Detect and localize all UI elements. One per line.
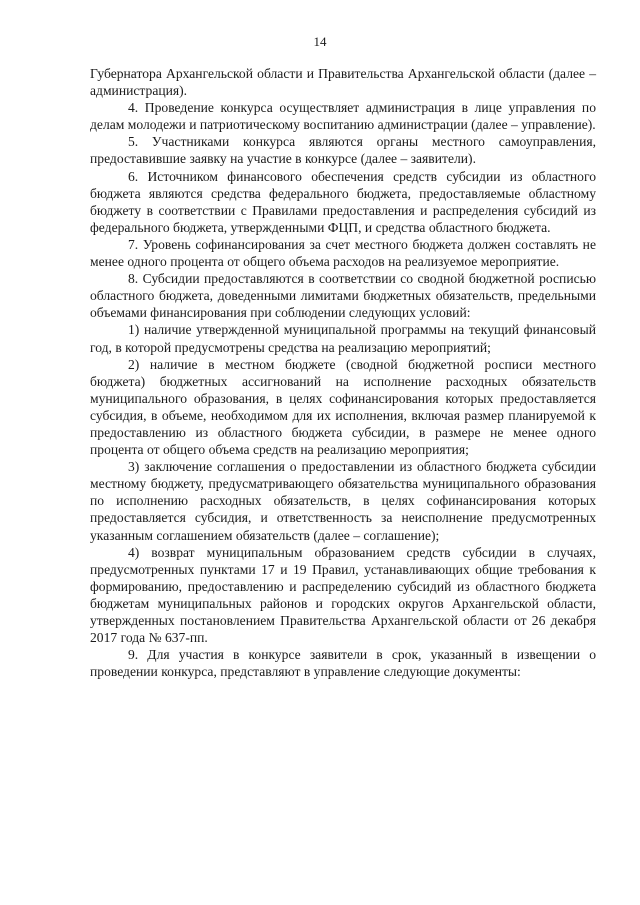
subitem-2: 2) наличие в местном бюджете (сводной бюджетной росписи местного бюджета) бюджетных ассигнований на исполнение расходных обязательств муниципального образования, в целях софинансирования которых предоставляется субсидия, в объеме, необходимом для их исполнения, включая размер планируемой к предоставлению из областного бюджета субсидии, в размере не менее одного процента от общего объема средств на реализацию мероприятия; bbox=[90, 356, 596, 458]
paragraph-item-6: 6. Источником финансового обеспечения средств субсидии из областного бюджета являются средства федерального бюджета, предоставляемые областному бюджету в соответствии с Правилами предоставления и распределения субсидий из федерального бюджета, утвержденными ФЦП, и средства областного бюджета. bbox=[90, 168, 596, 235]
paragraph-item-5: 5. Участниками конкурса являются органы местного самоуправления, предоставившие заявку на участие в конкурсе (далее – заявители). bbox=[90, 134, 596, 167]
subitem-3: 3) заключение соглашения о предоставлении из областного бюджета субсидии местному бюджету, предусматривающего обязательства муниципального образования по исполнению расходных обязательств, в целях софинансирования которых предоставляется субсидия, и ответственность за неисполнение предусмотренных указанным соглашением обязательств (далее – соглашение); bbox=[90, 459, 596, 543]
paragraph-item-7: 7. Уровень софинансирования за счет местного бюджета должен составлять не менее одного процента от общего объема расходов на реализуемое мероприятие. bbox=[90, 236, 596, 270]
paragraph-continuation: Губернатора Архангельской области и Правительства Архангельской области (далее – администрация). bbox=[90, 66, 596, 99]
paragraph-item-4: 4. Проведение конкурса осуществляет администрация в лице управления по делам молодежи и патриотическому воспитанию администрации (далее – управление). bbox=[90, 100, 596, 133]
page-number: 14 bbox=[313, 34, 327, 49]
document-body bbox=[90, 65, 596, 680]
paragraph-item-8: 8. Субсидии предоставляются в соответствии со сводной бюджетной росписью областного бюджета, доведенными лимитами бюджетных обязательств, предельными объемами финансирования при соблюдении следующих условий: bbox=[90, 271, 596, 321]
subitem-4: 4) возврат муниципальным образованием средств субсидии в случаях, предусмотренных пунктами 17 и 19 Правил, устанавливающих общие требования к формированию, предоставлению и распределению субсидий из областного бюджета бюджетам муниципальных районов и городских округов Архангельской области, утвержденных постановлением Правительства Архангельской области от 26 декабря 2017 года № 637-пп. bbox=[90, 544, 596, 646]
subitem-1: 1) наличие утвержденной муниципальной программы на текущий финансовый год, в которой предусмотрены средства на реализацию мероприятий; bbox=[90, 322, 596, 355]
paragraph-item-9: 9. Для участия в конкурсе заявители в срок, указанный в извещении о проведении конкурса, представляют в управление следующие документы: bbox=[90, 647, 596, 680]
